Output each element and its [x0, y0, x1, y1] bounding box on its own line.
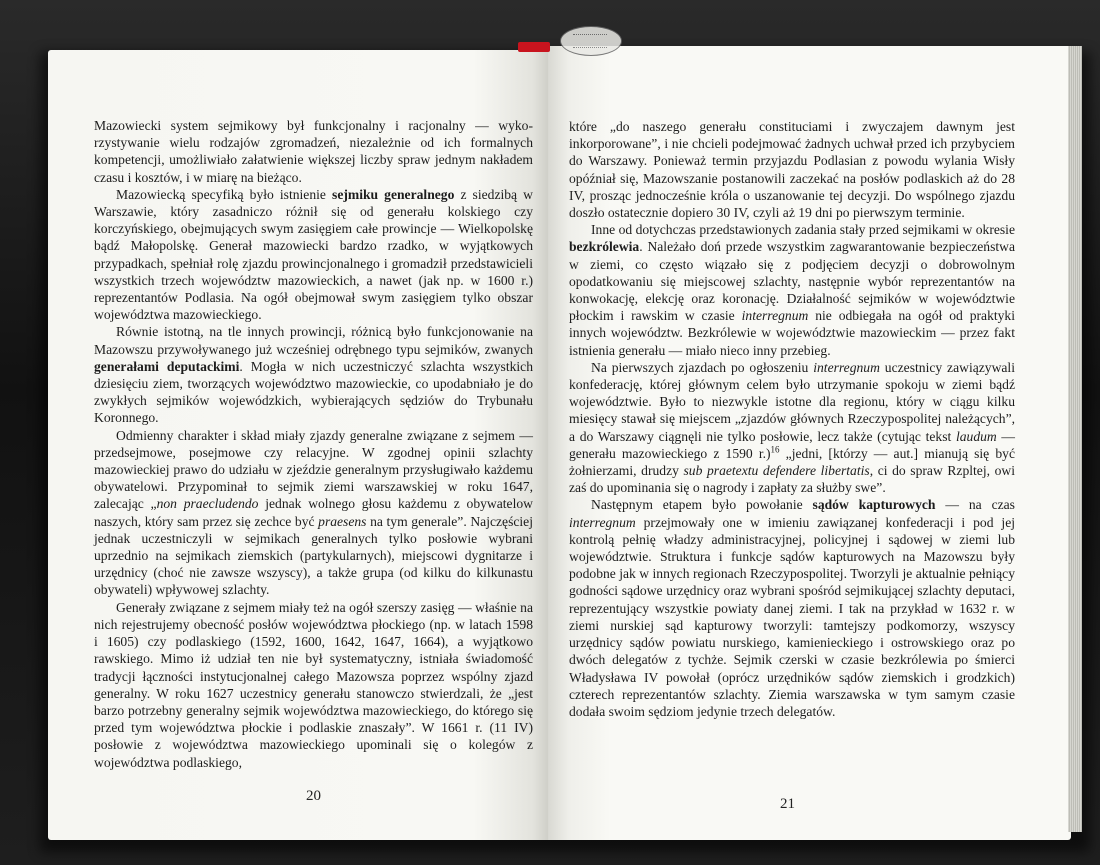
library-stamp [560, 26, 622, 56]
text-i: sub praetextu defendere libertatis [683, 463, 870, 479]
text-run: Mazowiecki system sejmikowy był funkcjonalny i racjonalny — wykorzystywanie wielu rodzajów zgromadzeń, niezależnie od ich formalnych kompetencji, umożliwiało załatwienie większej liczby spraw jednym nakładem czasu i kosztów, i w miarę na bieżąco. [94, 118, 533, 185]
left-page-text [94, 117, 533, 771]
paragraph [94, 427, 533, 599]
paragraph [569, 359, 1015, 497]
text-run: Inne od dotychczas przedstawionych zadania stały przed sejmikami w okresie [591, 222, 1015, 238]
text-run: — generału mazowieckiego z 1590 r.) [569, 428, 1015, 461]
page-edges [1068, 46, 1082, 832]
bookmark-ribbon [518, 42, 550, 52]
text-run: Generały związane z sejmem miały też na ogół szerszy zasięg — właśnie na nich rejestrujemy obecność posłów województwa płockiego (np. w latach 1598 i 1605) czy podlaskiego (1592, 1600, 1642, 1647, 1664), a wyjątkowo rawskiego. Mimo iż udział ten nie był systematyczny, istniała świadomość tradycji łączności instytucjonalnej całego Mazowsza poprzez wspólny zjazd generalny. W roku 1627 uczestnicy generału stanowczo stwierdzali, że „jest barzo potrzebny generalny sejmik województwa mazowieckiego, do którego się przed tym województwa płockie i podlaskie znaszały”. W 1661 r. (11 IV) posłowie z województwa mazowieckiego upominali się o kolegów z województwa podlaskiego, [94, 599, 533, 770]
paragraph [94, 186, 533, 324]
text-run: . Należało doń przede wszystkim zagwarantowanie bezpieczeństwa w ziemi, co często wiązało się z podjęciem decyzji o dobrowolnym opodatkowaniu się miejscowej szlachty, następnie wybór reprezentantów na konwokację, elekcję oraz koronację. Działalność sejmików w województwie płockim i rawskim w czasie [569, 239, 1015, 324]
paragraph [569, 118, 1015, 221]
text-run: przejmowały one w imieniu zawiązanej konfederacji i pod jej kontrolą pełnię władzy administracyjnej, policyjnej i sądowej w ziemi lub województwie. Struktura i funkcje sądów kapturowych na Mazowszu były podobne jak w innych regionach Rzeczypospolitej. Tworzyli je aktualnie pełniący godności sądowe urzędnicy oraz wybrani spośród sejmikującej szlachty deputaci, reprezentujący wszystkie powiaty danej ziemi. I tak na przykład w 1632 r. w ziemi nurskiej sąd kapturowy tworzyli: tamtejszy podkomorzy, wszyscy urzędnicy sądów powiatu nurskiego, kamienieckiego i ostrowskiego oraz po dwóch delegatów z tychże. Sejmik czerski w czasie bezkrólewia po śmierci Władysława IV powołał (oprócz urzędników sądów ziemskich i grodzkich) czterech reprezentantów szlachty. Ziemia warszawska w tym samym czasie dodała swoim sędziom jedynie trzech delegatów. [569, 514, 1015, 719]
text-i: interregnum [813, 359, 880, 375]
text-i: non praecludendo [156, 496, 259, 512]
text-run: , ci do spraw Rzpltej, owi zaś do upominania się o nagrody i zapłaty za służby swe”. [569, 463, 1016, 496]
text-run: — na czas [935, 497, 1015, 513]
text-run: Następnym etapem było powołanie [591, 497, 813, 513]
text-b: sejmiku generalnego [332, 186, 455, 202]
paragraph [94, 599, 533, 771]
text-run: uczestnicy zawiązywali konfederację, której głównym celem było utrzymanie spokoju w ziemi bądź województwie. Było to niezwykle istotne dla regionu, który w ciągu kilku miesięcy stawał się miejscem „zjazdów głównych Rzeczypospolitej należących”, a do Warszawy ciągnęli nie tylko posłowie, lecz także (cytując tekst [569, 359, 1015, 444]
paragraph [569, 221, 1015, 359]
paragraph [569, 496, 1015, 720]
text-b: sądów kapturowych [812, 497, 936, 513]
paragraph [94, 323, 533, 426]
text-run: Odmienny charakter i skład miały zjazdy generalne związane z sejmem — przedsejmowe, posejmowe czy relacyjne. W zgodnej opinii szlachty mazowieckiej prawo do udziału w zjeździe generalnym przysługiwało każdemu obywatelowi. Przypominał to sejmik ziemi warszawskiej w roku 1647, zalecając „ [94, 427, 533, 512]
paragraph [94, 117, 533, 186]
text-run: nie odbiegała na ogół od praktyki innych województw. Bezkrólewie w województwie mazowieckim — przez fakt istnienia generału — miało nieco inny przebieg. [569, 308, 1016, 358]
text-run: z siedzibą w Warszawie, który zasadniczo różnił się od generału kolskiego czy korczyńskiego, obejmujących swym zasięgiem całe prowincje — Wielkopolskę bądź Małopolskę. Generał mazowiecki bardzo rzadko, w wyjątkowych przypadkach, spełniał rolę zjazdu prowincjonalnego i gromadził przedstawicieli wszystkich trzech województw mazowieckich, a nawet (jak np. w 1600 r.) reprezentantów Podlasia. Na ogół obejmował swym zasięgiem tylko obszar województwa mazowieckiego. [94, 186, 533, 323]
text-i: interregnum [741, 308, 809, 324]
text-b: bezkrólewia [569, 239, 640, 255]
text-run: Na pierwszych zjazdach po ogłoszeniu [591, 359, 814, 375]
text-run: które „do naszego generału constituciami i zwyczajem dawnym jest inkorporowane”, i nie chcieli podejmować żadnych uchwał przed ich przybyciem do Warszawy. Ponieważ termin przyjazdu Podlasian z powodu wylania Wisły opóźniał się, Mazowszanie postanowili zaczekać na posłów podlaskich aż do 28 IV, prosząc jednocześnie króla o uszanowanie tej decyzji. Do wspólnego zjazdu doszło ostatecznie dopiero 30 IV, czyli aż 19 dni po pierwszym terminie. [569, 119, 1015, 221]
text-run: „jedni, [którzy — aut.] mianują się być żołnierzami, drudzy [569, 445, 1015, 479]
left-page [48, 50, 548, 840]
text-b: generałami deputackimi [94, 358, 240, 374]
right-page-number: 21 [780, 796, 795, 812]
text-run: jednak wolnego głosu każdemu z obywatelow naszych, który sam przez się zechce być [94, 496, 533, 529]
right-page-text [569, 118, 1015, 720]
text-run: Mazowiecką specyfiką było istnienie [116, 186, 333, 202]
text-sup: 16 [770, 444, 780, 455]
text-run: Równie istotną, na tle innych prowincji, różnicą było funkcjonowanie na Mazowszu przywoływanego już wcześniej odrębnego typu sejmików, zwanych [94, 324, 533, 357]
text-run: . Mogła w nich uczestniczyć szlachta wszystkich dziesięciu ziem, tworzących województwo mazowieckie, co upodabniało je do zwykłych sejmików wojewódzkich, wybierających sędziów do Trybunału Koronnego. [94, 358, 533, 426]
text-run: na tym generale”. Najczęściej jednak uczestniczyli w sejmikach generalnych tylko posłowie wybrani uprzednio na sejmikach ziemskich (partykularnych), miejscowi dygnitarze i urzędnicy (choć nie zawsze wszyscy), a także grupa (od kilku do kilkunastu obywateli) wpływowej szlachty. [94, 513, 533, 598]
text-i: laudum [955, 428, 997, 444]
text-i: praesens [318, 513, 367, 529]
right-page [548, 46, 1071, 840]
left-page-number: 20 [306, 788, 321, 804]
text-i: interregnum [569, 514, 636, 530]
